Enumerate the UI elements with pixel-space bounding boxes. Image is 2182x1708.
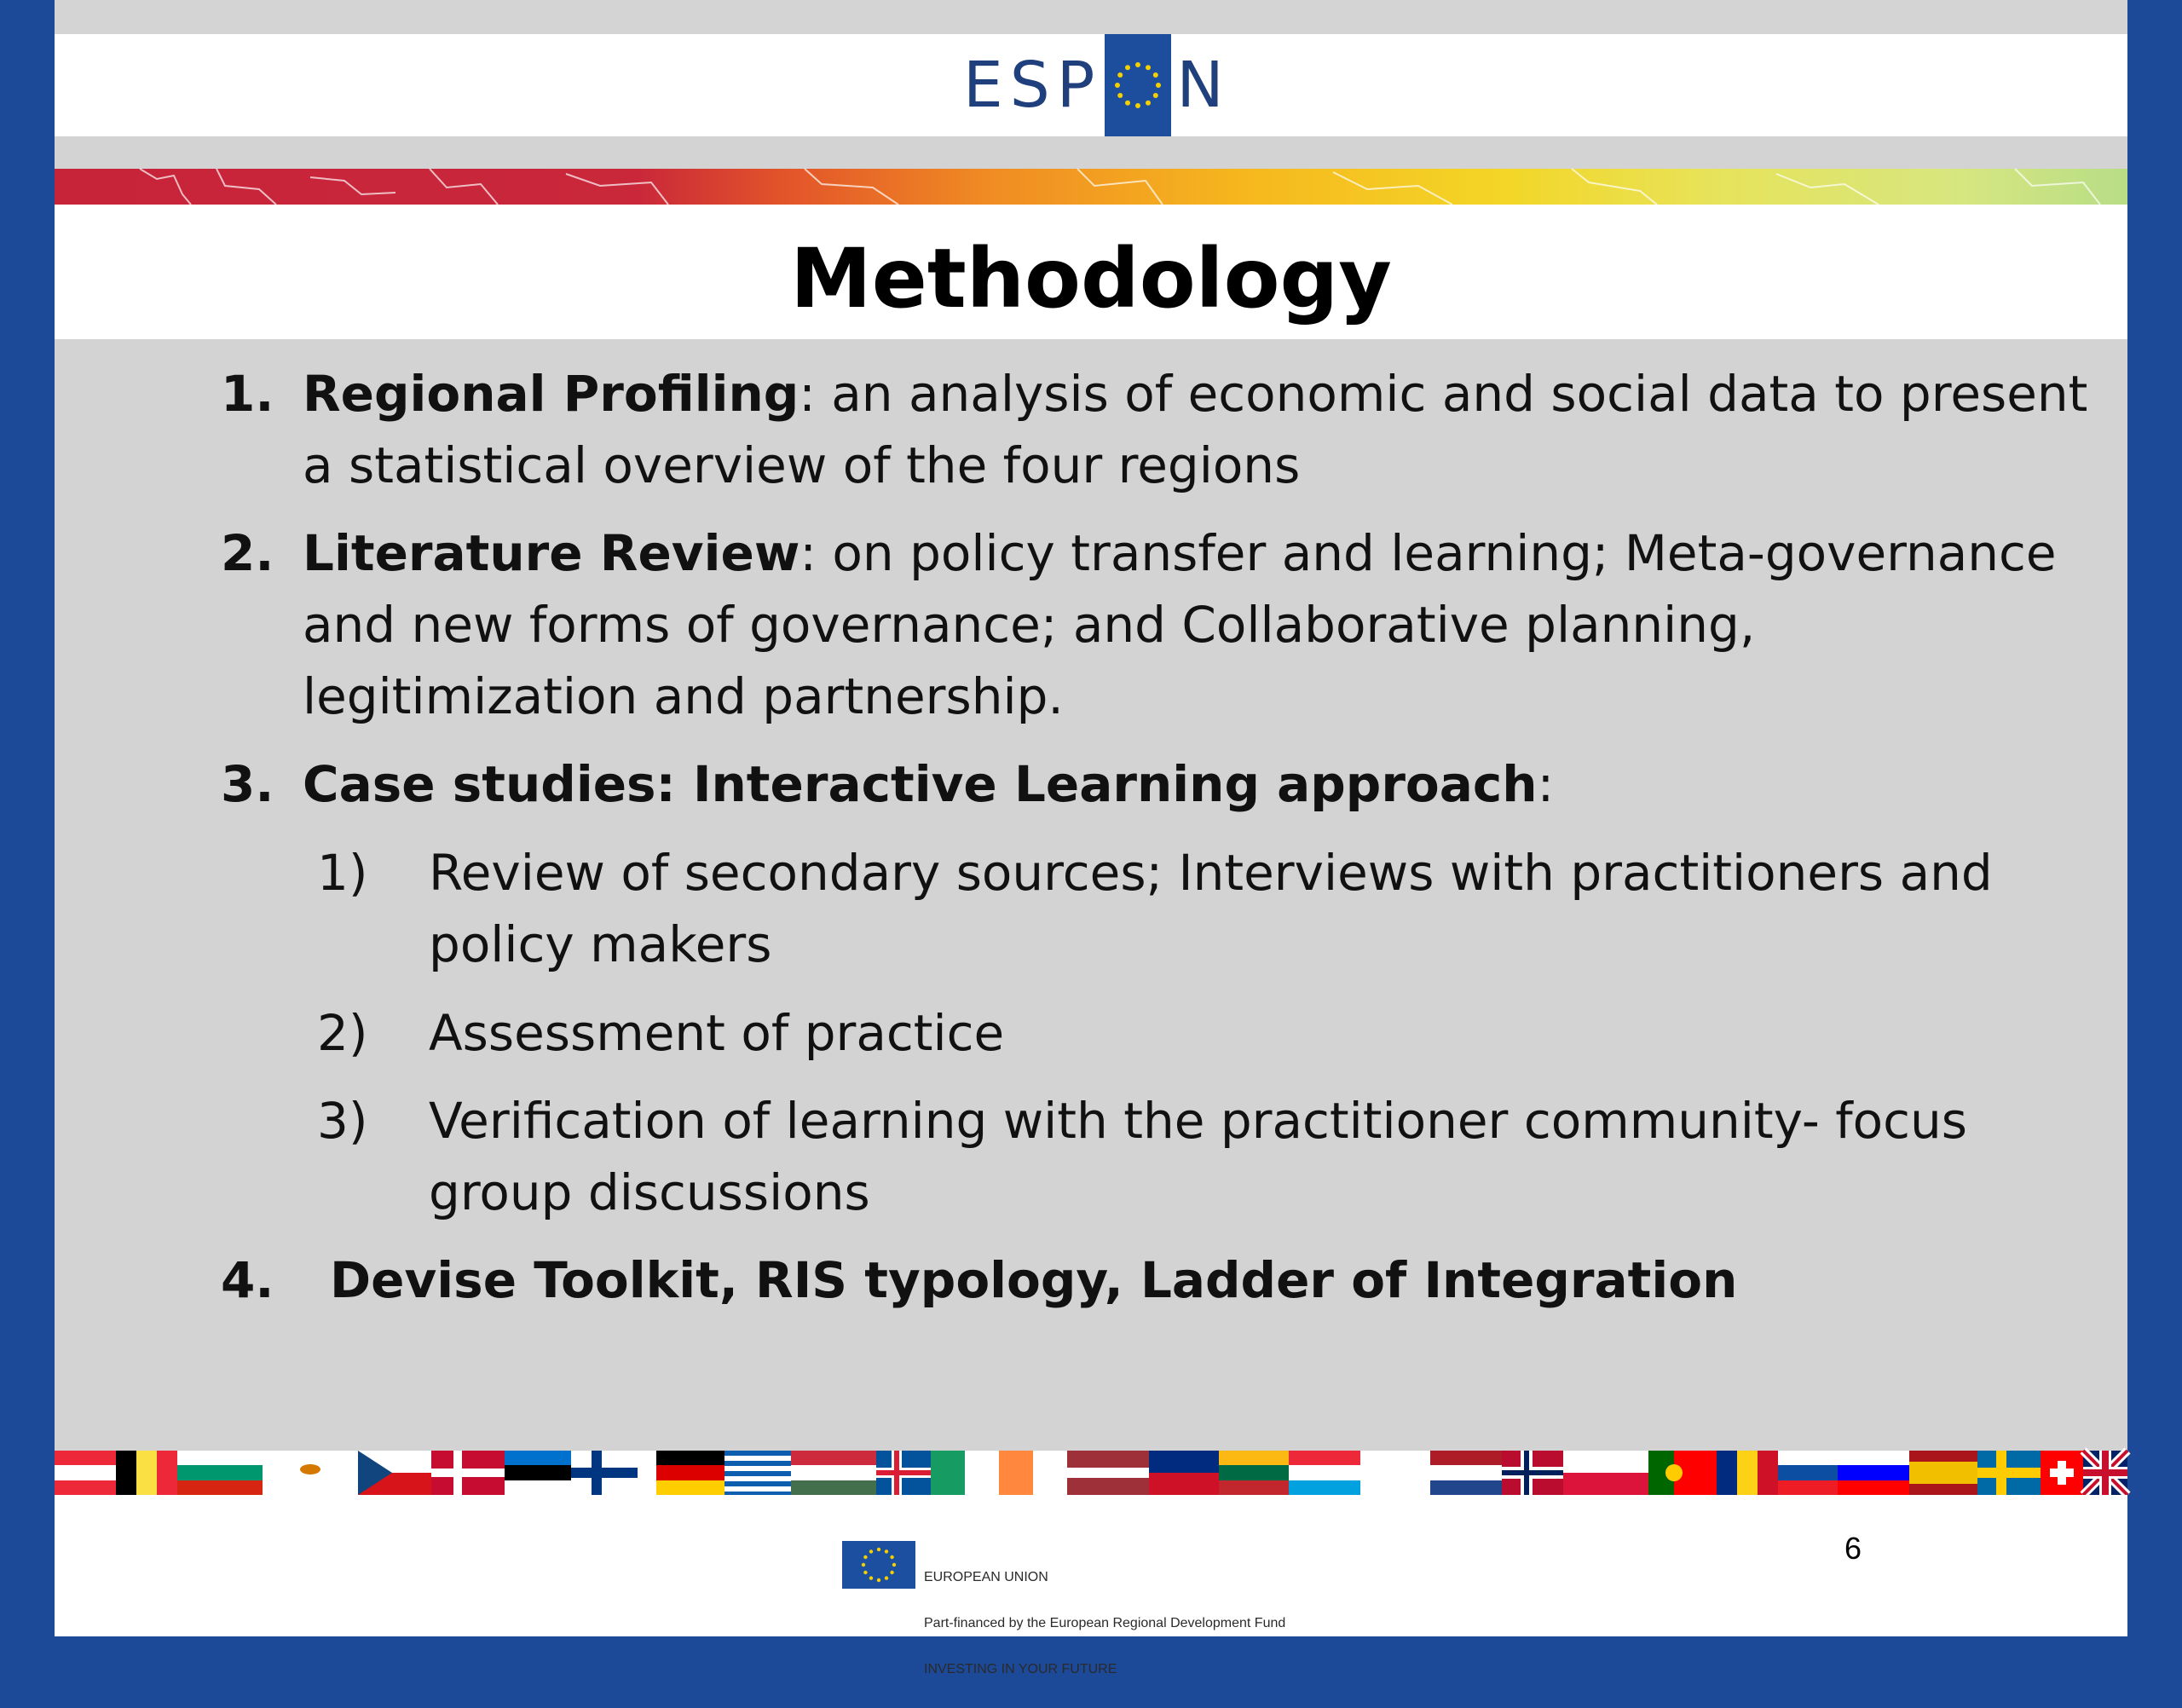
item-number: 3. [221, 755, 274, 813]
top-bar [55, 0, 2127, 34]
item-text: : on policy transfer and learning; Meta-governance [799, 524, 2057, 582]
slide-title: Methodology [790, 231, 1392, 326]
sub-item-text-line2: group discussions [429, 1163, 870, 1221]
sub-item-text: Review of secondary sources; Interviews with practitioners and [429, 844, 1993, 902]
item-heading: Literature Review [303, 524, 800, 582]
item-number: 2. [221, 524, 274, 582]
sub-item-number: 2) [317, 1004, 368, 1062]
item-text-line2: a statistical overview of the four regions [303, 436, 1301, 494]
item-text-line3: legitimization and partnership. [303, 667, 1064, 725]
sub-item-text: Assessment of practice [429, 1004, 1005, 1062]
item-text: : [1537, 755, 1555, 813]
slide [55, 0, 2127, 1676]
item-text-line2: and new forms of governance; and Collaborative planning, [303, 596, 1756, 654]
item-number: 1. [221, 365, 274, 423]
map-strip [55, 169, 2127, 205]
eu-text-line1: EUROPEAN UNION [924, 1570, 1048, 1584]
item-heading: Devise Toolkit, RIS typology, Ladder of Integration [330, 1251, 1738, 1309]
logo-text-right: N [1176, 49, 1231, 122]
sub-item-text: Verification of learning with the practitioner community- focus [429, 1092, 1968, 1150]
eu-funding-text [924, 1539, 1285, 1708]
item-text: : an analysis of economic and social data to present [799, 365, 2088, 423]
eu-flags-strip [55, 1451, 2127, 1495]
item-number: 4. [221, 1251, 274, 1309]
eu-text-line2: Part-financed by the European Regional Development Fund [924, 1616, 1286, 1630]
logo-text-left: ESP [963, 49, 1102, 122]
eu-text-line3: INVESTING IN YOUR FUTURE [924, 1662, 1117, 1676]
sub-item-text-line2: policy makers [429, 915, 772, 973]
item-heading: Case studies: Interactive Learning approach [303, 755, 1538, 813]
sub-item-number: 1) [317, 844, 368, 902]
eu-flag-icon [842, 1541, 915, 1589]
page-number: 6 [1844, 1531, 1862, 1566]
eu-stars-icon [1105, 34, 1171, 136]
espon-logo [963, 34, 1231, 136]
sub-item-number: 3) [317, 1092, 368, 1150]
item-heading: Regional Profiling [303, 365, 799, 423]
